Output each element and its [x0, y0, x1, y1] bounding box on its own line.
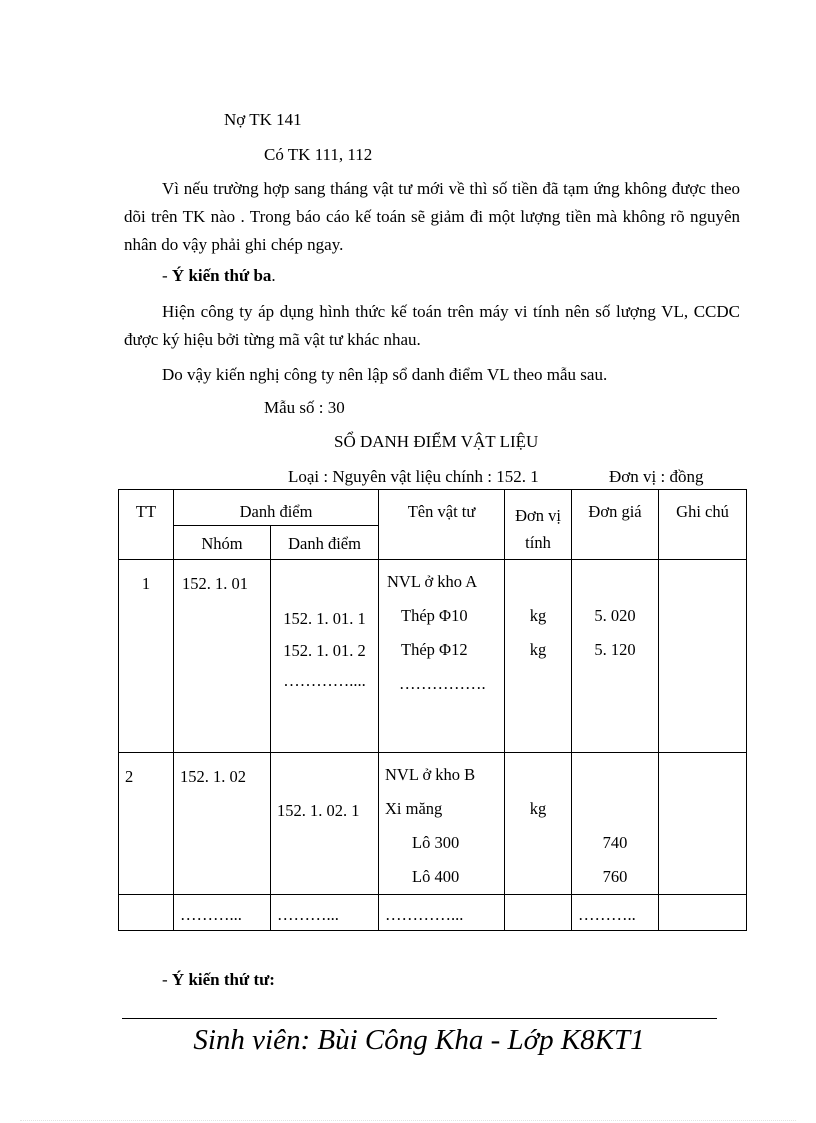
header-nhom: Nhóm	[201, 534, 243, 553]
header-danh-diem-cell	[174, 490, 379, 526]
page-bottom-divider	[20, 1120, 796, 1121]
row1-name-2: Thép Φ12	[401, 640, 468, 659]
heading-fourth-text: Ý kiến thứ tư:	[171, 970, 275, 989]
row1-unit-2: kg	[529, 640, 547, 659]
heading-fourth-prefix: -	[162, 970, 172, 989]
table-row	[119, 560, 747, 753]
row3-name-cell	[379, 895, 505, 931]
row2-codes-cell	[271, 753, 379, 895]
row1-unit-1: kg	[529, 606, 547, 625]
table-row	[119, 895, 747, 931]
footer-student-line: Sinh viên: Bùi Công Kha - Lớp K8KT1	[193, 1024, 645, 1056]
header-danh-diem: Danh điểm	[239, 502, 313, 521]
table-row	[119, 753, 747, 895]
header-ten-vat-tu-cell	[379, 490, 505, 560]
row1-units-cell	[505, 560, 572, 753]
heading-third-text: Ý kiến thứ ba	[171, 266, 272, 285]
row3-code-cell	[271, 895, 379, 931]
row2-price-2: 760	[602, 867, 628, 886]
row1-code-2: 152. 1. 01. 2	[283, 641, 366, 660]
header-don-gia: Đơn giá	[588, 502, 642, 521]
row1-nhom-cell	[174, 560, 271, 753]
credit-entry: Có TK 111, 112	[264, 145, 373, 164]
header-don-gia-cell	[572, 490, 659, 560]
header-don-vi-tinh-cell	[505, 490, 572, 560]
row1-name-1: Thép Φ10	[401, 606, 468, 625]
row2-unit-1: kg	[529, 799, 547, 818]
row1-tt: 1	[141, 574, 151, 593]
row2-price-1: 740	[602, 833, 628, 852]
header-tt: TT	[135, 502, 157, 521]
debit-entry: Nợ TK 141	[224, 110, 302, 129]
row3-price-cell	[572, 895, 659, 931]
paragraph-reason: Vì nếu trường hợp sang tháng vật tư mới về thì số tiền đã tạm ứng không được theo dõi trên TK nào . Trong báo cáo kế toán sẽ giảm đi một lượng tiền mà không rõ nguyên nhân do vậy phải ghi chép ngay.	[124, 179, 740, 254]
paragraph-software: Hiện công ty áp dụng hình thức kế toán trên máy vi tính nên số lượng VL, CCDC được ký hiệu bởi từng mã vật tư khác nhau.	[124, 302, 740, 349]
row1-ghi-chu-cell	[659, 560, 747, 753]
header-ghi-chu-cell	[659, 490, 747, 560]
materials-catalog-table	[118, 489, 747, 931]
form-title: SỔ DANH ĐIỂM VẬT LIỆU	[334, 432, 539, 451]
header-ghi-chu: Ghi chú	[676, 502, 729, 521]
heading-fourth-opinion	[162, 968, 275, 992]
row1-nhom: 152. 1. 01	[182, 574, 248, 593]
row2-tt: 2	[125, 767, 134, 786]
row1-tt-cell	[119, 560, 174, 753]
form-number: Mẫu số : 30	[264, 398, 345, 417]
heading-third-suffix: .	[271, 266, 276, 285]
row3-code: ………...	[277, 905, 339, 924]
row2-ghi-chu-cell	[659, 753, 747, 895]
row2-name-header: NVL ở kho B	[385, 765, 476, 784]
row1-price-2: 5. 120	[594, 640, 636, 659]
header-tt-cell	[119, 490, 174, 560]
heading-third-opinion	[162, 262, 276, 290]
row3-price: ………..	[578, 905, 636, 924]
row2-name-1: Xi măng	[385, 799, 443, 818]
row3-ghi-chu-cell	[659, 895, 747, 931]
row2-prices-cell	[572, 753, 659, 895]
header-danh-diem-sub-cell	[271, 526, 379, 560]
heading-third-prefix: -	[162, 266, 172, 285]
row2-tt-cell	[119, 753, 174, 895]
row1-name-more: …………….	[399, 674, 486, 693]
row3-tt-cell	[119, 895, 174, 931]
row1-codes-cell	[271, 560, 379, 753]
header-danh-diem-sub: Danh điểm	[288, 534, 361, 553]
row1-name-header: NVL ở kho A	[387, 572, 478, 591]
row1-names-cell	[379, 560, 505, 753]
row2-nhom: 152. 1. 02	[180, 767, 246, 786]
row2-code-1: 152. 1. 02. 1	[277, 801, 360, 820]
form-unit-label: Đơn vị : đồng	[609, 467, 704, 486]
row2-name-3: Lô 400	[412, 867, 460, 886]
row1-prices-cell	[572, 560, 659, 753]
header-nhom-cell	[174, 526, 271, 560]
row3-name: …………...	[385, 905, 464, 924]
form-type-label: Loại : Nguyên vật liệu chính : 152. 1	[288, 467, 539, 486]
header-don-vi-tinh: Đơn vị tính	[515, 506, 561, 552]
row3-nhom: ………...	[180, 905, 242, 924]
row2-nhom-cell	[174, 753, 271, 895]
row3-nhom-cell	[174, 895, 271, 931]
row2-name-2: Lô 300	[412, 833, 460, 852]
footer-rule	[122, 1018, 717, 1019]
row1-code-1: 152. 1. 01. 1	[283, 609, 366, 628]
paragraph-proposal: Do vậy kiến nghị công ty nên lập sổ danh điểm VL theo mẫu sau.	[162, 365, 608, 384]
row3-unit-cell	[505, 895, 572, 931]
header-ten-vat-tu: Tên vật tư	[407, 502, 476, 521]
table-header-row	[119, 490, 747, 526]
row2-names-cell	[379, 753, 505, 895]
row1-price-1: 5. 020	[594, 606, 636, 625]
row1-code-more: …………....	[283, 671, 366, 690]
row2-units-cell	[505, 753, 572, 895]
